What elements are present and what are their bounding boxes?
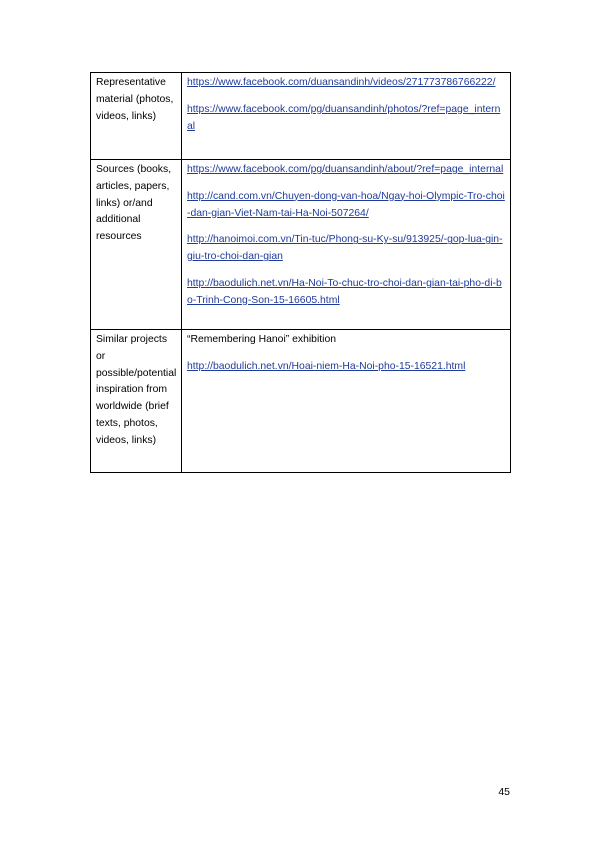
table-row-representative-material [91,73,511,160]
facebook-video-link[interactable]: https://www.facebook.com/duansandinh/videos/271773786766222/ [187,77,496,88]
row-value-cell [182,73,511,160]
row-label: Similar projects or possible/potential inspiration from worldwide (brief texts, photos, videos, links) [96,334,177,446]
row-label: Sources (books, articles, papers, links) or/and additional resources [96,164,172,243]
baodulich-article-link[interactable]: http://baodulich.net.vn/Ha-Noi-To-chuc-tro-choi-dan-gian-tai-pho-di-bo-Trinh-Cong-Son-15-16605.html [187,277,502,306]
row-label-cell [91,160,182,330]
row-value-cell [182,330,511,473]
page-number: 45 [498,786,510,798]
resource-table [90,72,511,473]
hanoimoi-article-link[interactable]: http://hanoimoi.com.vn/Tin-tuc/Phong-su-Ky-su/913925/-gop-lua-gin-giu-tro-choi-dan-gian [187,234,503,263]
table-row-similar-projects [91,330,511,473]
row-label-cell [91,73,182,160]
facebook-photos-link[interactable]: https://www.facebook.com/pg/duansandinh/photos/?ref=page_internal [187,103,501,132]
row-label: Representative material (photos, videos, links) [96,77,174,122]
row-value-cell [182,160,511,330]
table-row-sources [91,160,511,330]
cand-article-link[interactable]: http://cand.com.vn/Chuyen-dong-van-hoa/Ngay-hoi-Olympic-Tro-choi-dan-gian-Viet-Nam-tai-Ha-Noi-507264/ [187,190,505,219]
exhibition-title: “Remembering Hanoi” exhibition [187,334,337,345]
baodulich-hoai-niem-link[interactable]: http://baodulich.net.vn/Hoai-niem-Ha-Noi-pho-15-16521.html [187,360,466,372]
facebook-about-link[interactable]: https://www.facebook.com/pg/duansandinh/about/?ref=page_internal [187,164,504,175]
row-label-cell [91,330,182,473]
